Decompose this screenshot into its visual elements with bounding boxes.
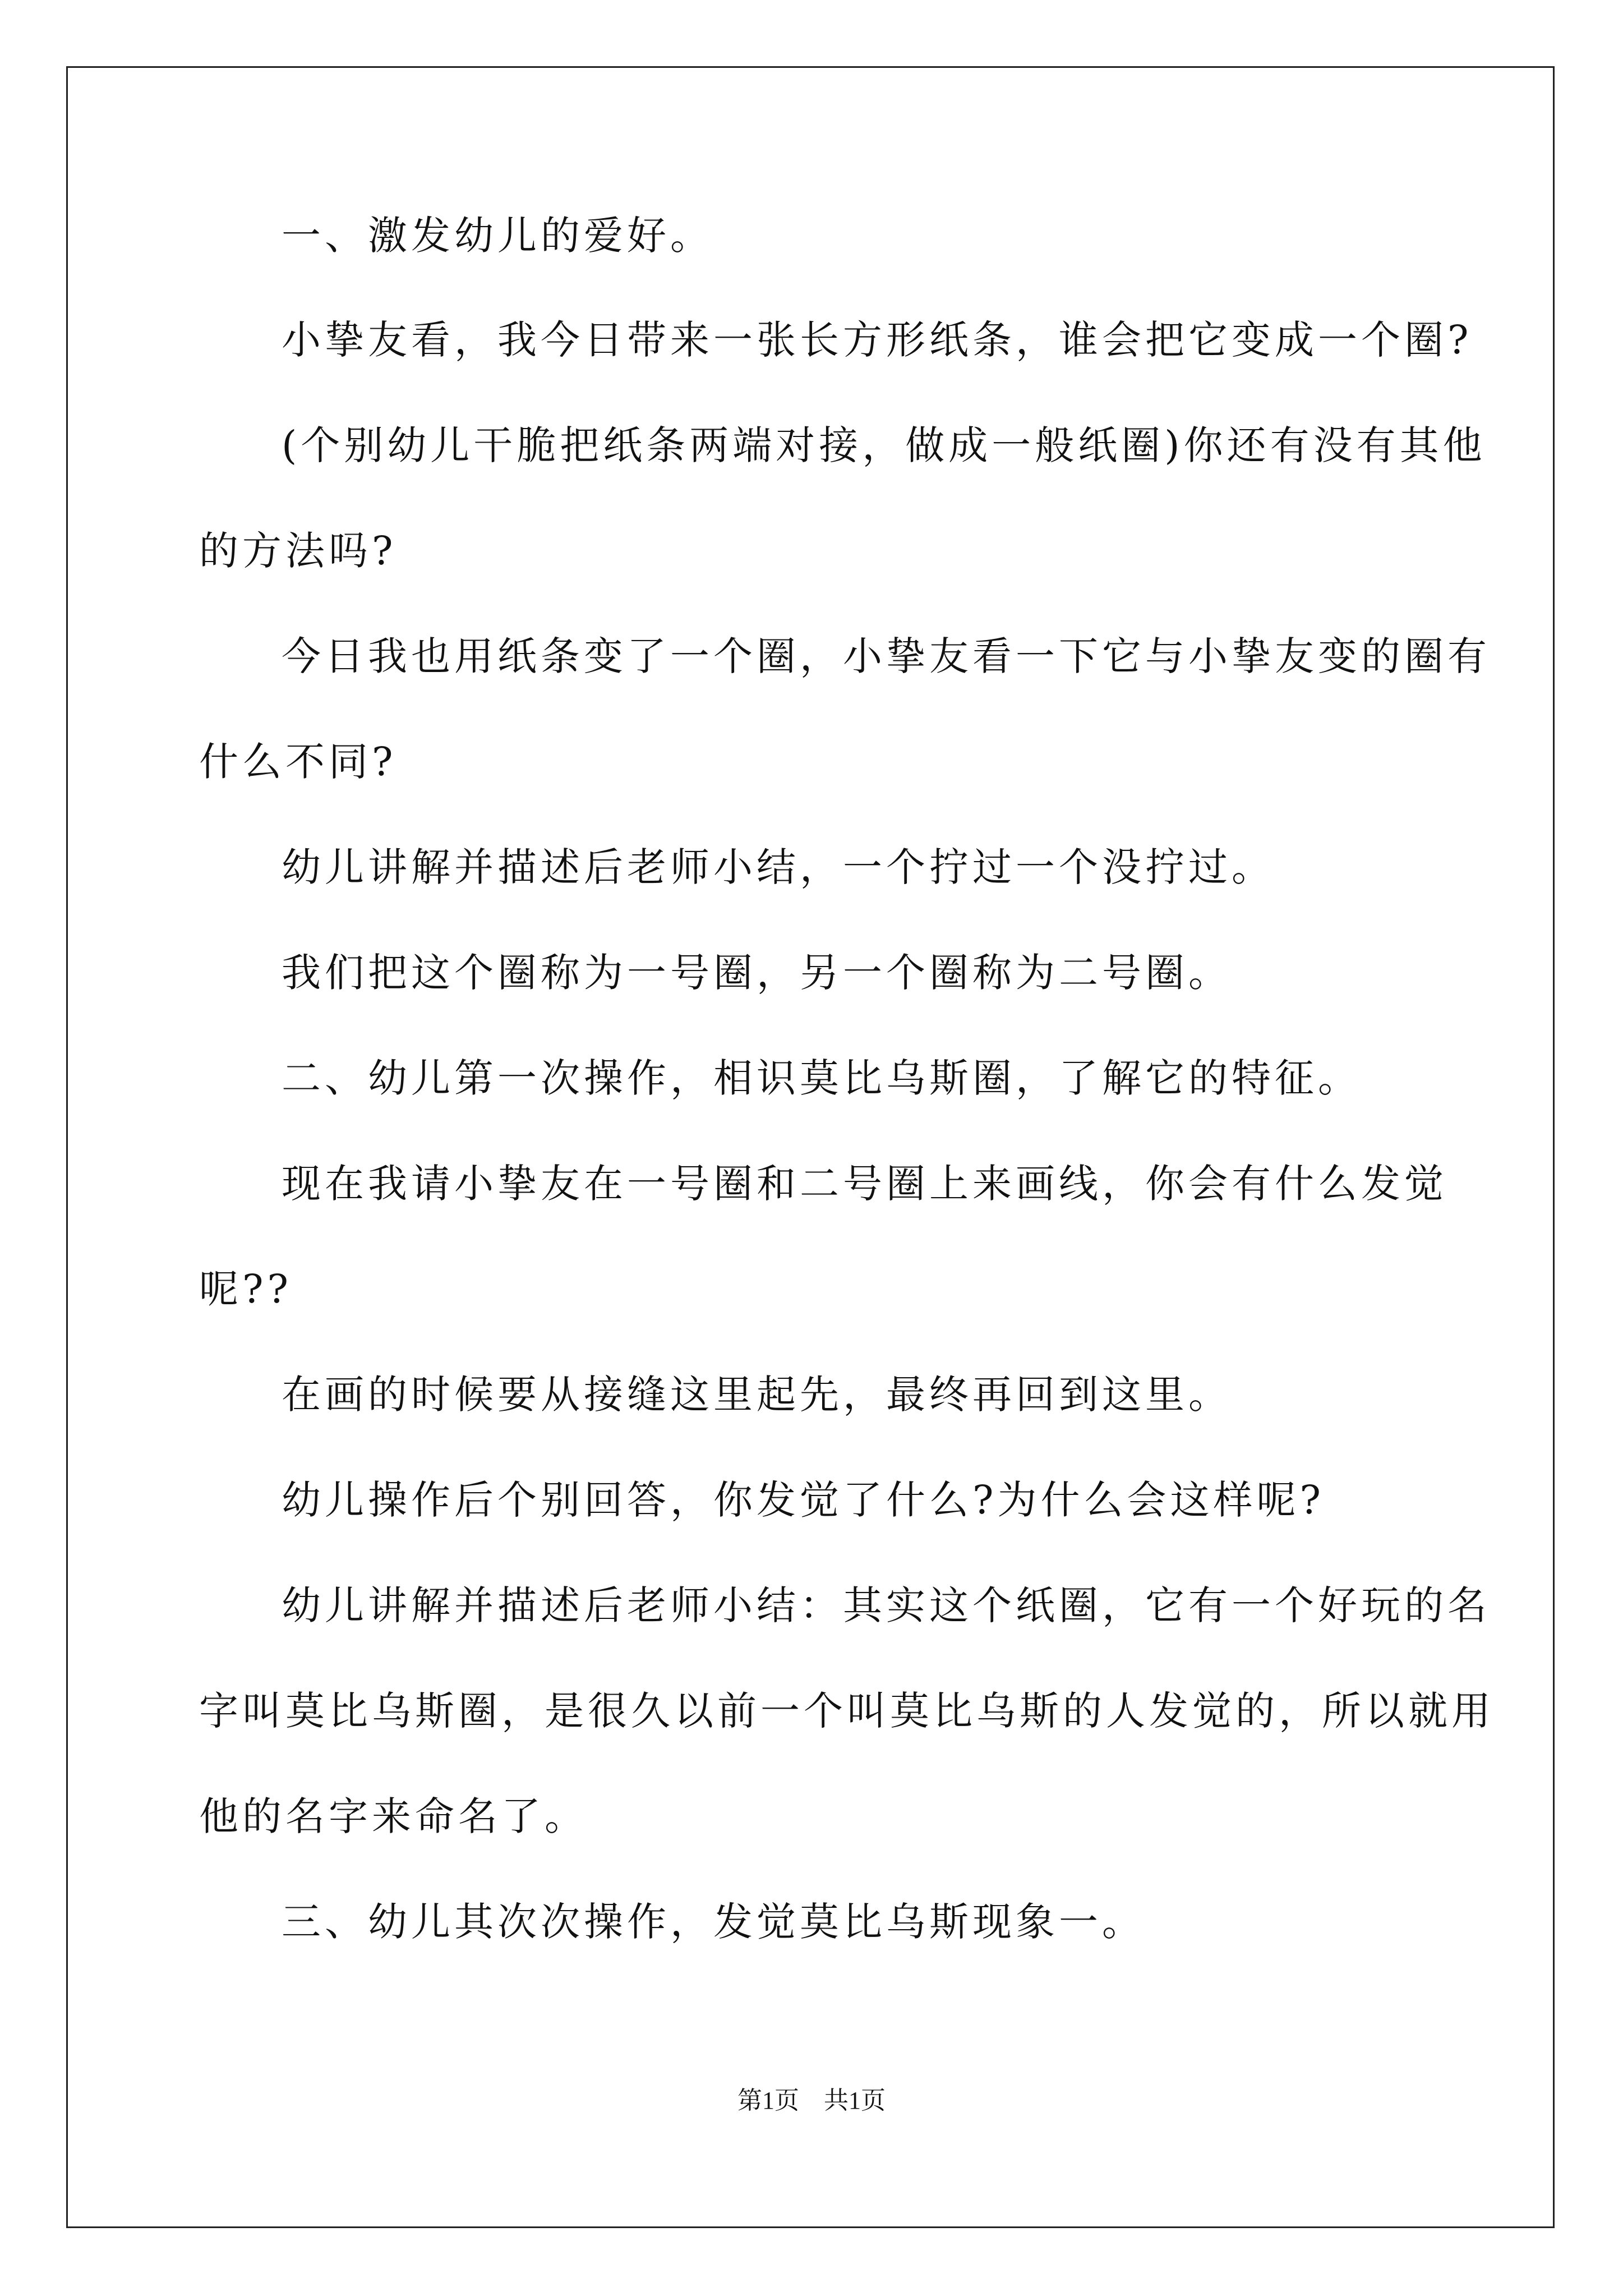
text-line: 小挚友看，我今日带来一张长方形纸条，谁会把它变成一个圈?	[282, 317, 1473, 363]
text-line: 字叫莫比乌斯圈，是很久以前一个叫莫比乌斯的人发觉的，所以就用	[199, 1688, 1495, 1734]
text-line: 幼儿讲解并描述后老师小结：其实这个纸圈，它有一个好玩的名	[282, 1582, 1491, 1628]
text-line: 一、激发幼儿的爱好。	[282, 213, 713, 259]
text-line: 的方法吗?	[199, 528, 397, 574]
text-line: 他的名字来命名了。	[199, 1793, 588, 1839]
text-line: 在画的时候要从接缝这里起先，最终再回到这里。	[282, 1372, 1232, 1418]
text-line: 幼儿操作后个别回答，你发觉了什么?为什么会这样呢?	[282, 1477, 1325, 1523]
text-line: 三、幼儿其次次操作，发觉莫比乌斯现象一。	[282, 1899, 1145, 1945]
text-line: 二、幼儿第一次操作，相识莫比乌斯圈，了解它的特征。	[282, 1055, 1361, 1101]
text-line: 今日我也用纸条变了一个圈，小挚友看一下它与小挚友变的圈有	[282, 633, 1491, 679]
text-line: 我们把这个圈称为一号圈，另一个圈称为二号圈。	[282, 950, 1232, 996]
text-line: 什么不同?	[199, 739, 397, 785]
text-line: 现在我请小挚友在一号圈和二号圈上来画线，你会有什么发觉	[282, 1161, 1447, 1207]
text-line: 呢??	[199, 1266, 293, 1312]
text-line: 幼儿讲解并描述后老师小结，一个拧过一个没拧过。	[282, 844, 1275, 890]
page-footer: 第1页 共1页	[737, 2087, 886, 2114]
text-line: (个别幼儿干脆把纸条两端对接，做成一般纸圈)你还有没有其他	[282, 422, 1486, 468]
